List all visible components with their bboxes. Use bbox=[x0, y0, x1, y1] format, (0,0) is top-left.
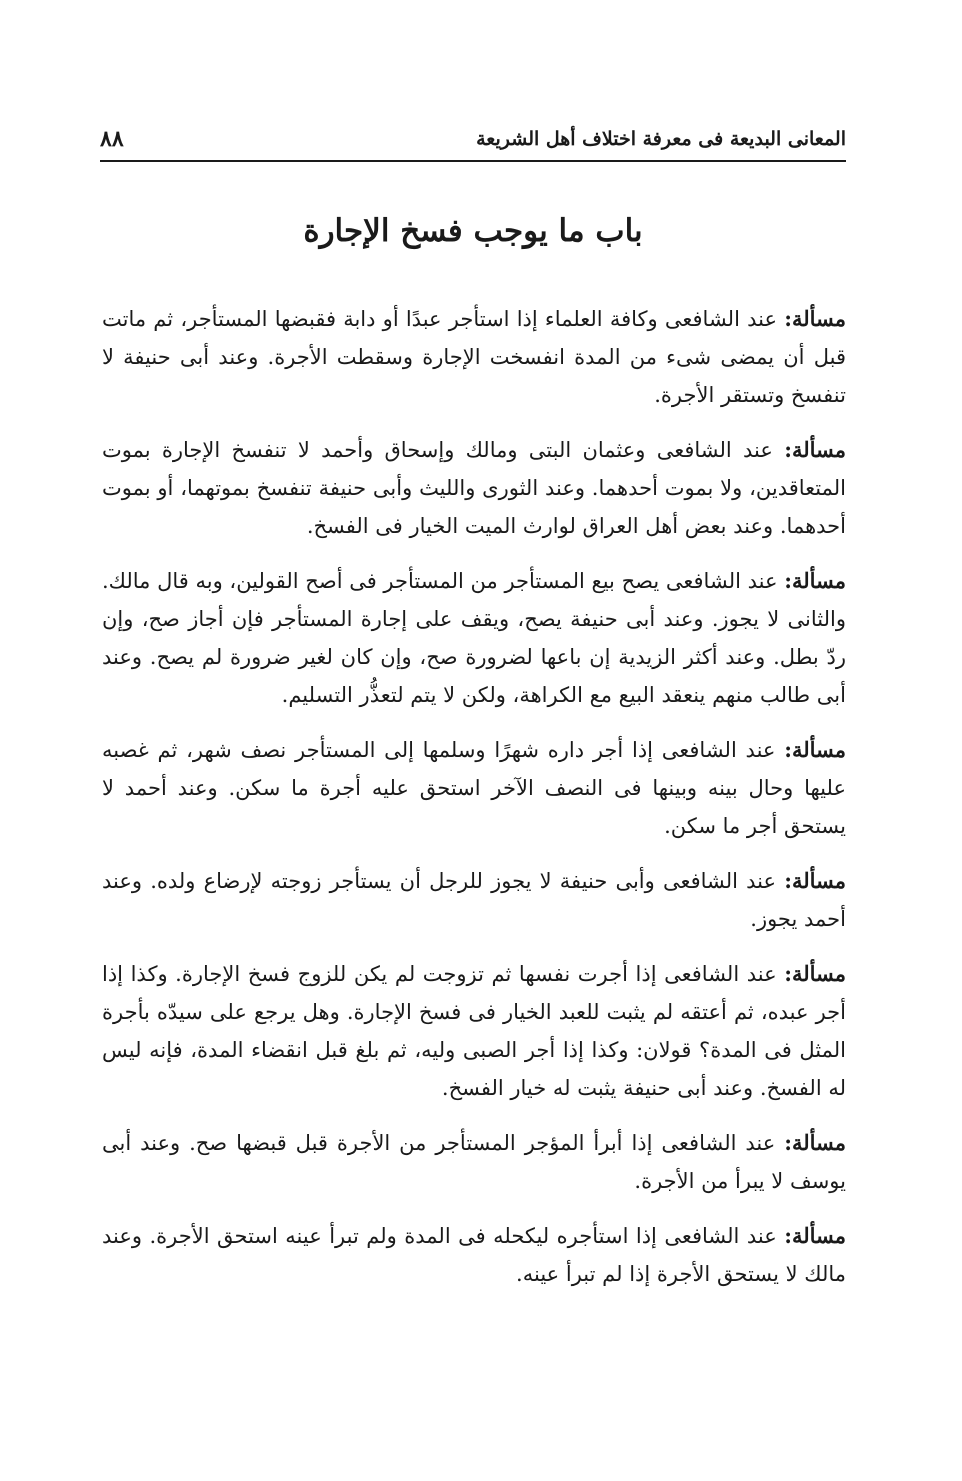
running-title: المعانى البديعة فى معرفة اختلاف أهل الشريعة bbox=[476, 128, 846, 150]
issue-label: مسألة: bbox=[784, 1130, 846, 1155]
issue-text: عند الشافعى إذا أجرت نفسها ثم تزوجت لم يكن للزوج فسخ الإجارة. وكذا إذا أجر عبده، ثم أعتقه لم يثبت للعبد الخيار فى فسخ الإجارة. وهل يرجع على سيدّه بأجرة المثل فى المدة؟ قولان: وكذا إذا أجر الصبى وليه، ثم بلغ قبل انقضاء المدة، فإنه ليس له الفسخ. وعند أبى حنيفة يثبت له خيار الفسخ. bbox=[102, 962, 846, 1100]
issue-label: مسألة: bbox=[784, 868, 846, 893]
page-number: ٨٨ bbox=[100, 126, 124, 152]
issue-paragraph bbox=[102, 862, 846, 938]
issue-paragraph bbox=[102, 300, 846, 414]
issue-text: عند الشافعى وعثمان البتى ومالك وإسحاق وأحمد لا تنفسخ الإجارة بموت المتعاقدين، ولا بموت أحدهما. وعند الثورى والليث وأبى حنيفة تنفسخ بموتهما، أو بموت أحدهما. وعند بعض أهل العراق لوارث الميت الخيار فى الفسخ. bbox=[102, 438, 846, 538]
issue-paragraph bbox=[102, 1217, 846, 1293]
issue-paragraph bbox=[102, 731, 846, 845]
issue-paragraph bbox=[102, 431, 846, 545]
issue-text: عند الشافعى إذا استأجره ليكحله فى المدة ولم تبرأ عينه استحق الأجرة. وعند مالك لا يستحق الأجرة إذا لم تبرأ عينه. bbox=[102, 1224, 846, 1286]
issue-text: عند الشافعى وأبى حنيفة لا يجوز للرجل أن يستأجر زوجته لإرضاع ولده. وعند أحمد يجوز. bbox=[102, 869, 846, 931]
issue-text: عند الشافعى إذا أجر داره شهرًا وسلمها إلى المستأجر نصف شهر، ثم غصبه عليها وحال بينه وبينها فى النصف الآخر استحق عليه أجرة ما سكن. وعند أحمد لا يستحق أجر ما سكن. bbox=[102, 738, 846, 838]
issue-text: عند الشافعى يصح بيع المستأجر من المستأجر فى أصح القولين، وبه قال مالك. والثانى لا يجوز. وعند أبى حنيفة يصح، ويقف على إجارة المستأجر فإن أجاز صح، وإن ردّ بطل. وعند أكثر الزيدية إن باعها لضرورة صح، وإن كان لغير ضرورة لم يصح. وعند أبى طالب منهم ينعقد البيع مع الكراهة، ولكن لا يتم لتعذُّر التسليم. bbox=[102, 569, 846, 707]
page-header bbox=[100, 124, 846, 162]
issue-label: مسألة: bbox=[784, 306, 846, 331]
issue-label: مسألة: bbox=[784, 737, 846, 762]
issue-paragraph bbox=[102, 955, 846, 1107]
body-text bbox=[102, 300, 846, 1310]
issue-label: مسألة: bbox=[784, 1223, 846, 1248]
issue-text: عند الشافعى إذا أبرأ المؤجر المستأجر من الأجرة قبل قبضها صح. وعند أبى يوسف لا يبرأ من الأجرة. bbox=[102, 1131, 846, 1193]
issue-paragraph bbox=[102, 1124, 846, 1200]
issue-paragraph bbox=[102, 562, 846, 714]
issue-label: مسألة: bbox=[784, 437, 846, 462]
issue-text: عند الشافعى وكافة العلماء إذا استأجر عبدًا أو دابة فقبضها المستأجر، ثم ماتت قبل أن يمضى شىء من المدة انفسخت الإجارة وسقطت الأجرة. وعند أبى حنيفة لا تنفسخ وتستقر الأجرة. bbox=[102, 307, 846, 407]
chapter-title: باب ما يوجب فسخ الإجارة bbox=[303, 213, 643, 249]
issue-label: مسألة: bbox=[784, 961, 846, 986]
issue-label: مسألة: bbox=[784, 568, 846, 593]
